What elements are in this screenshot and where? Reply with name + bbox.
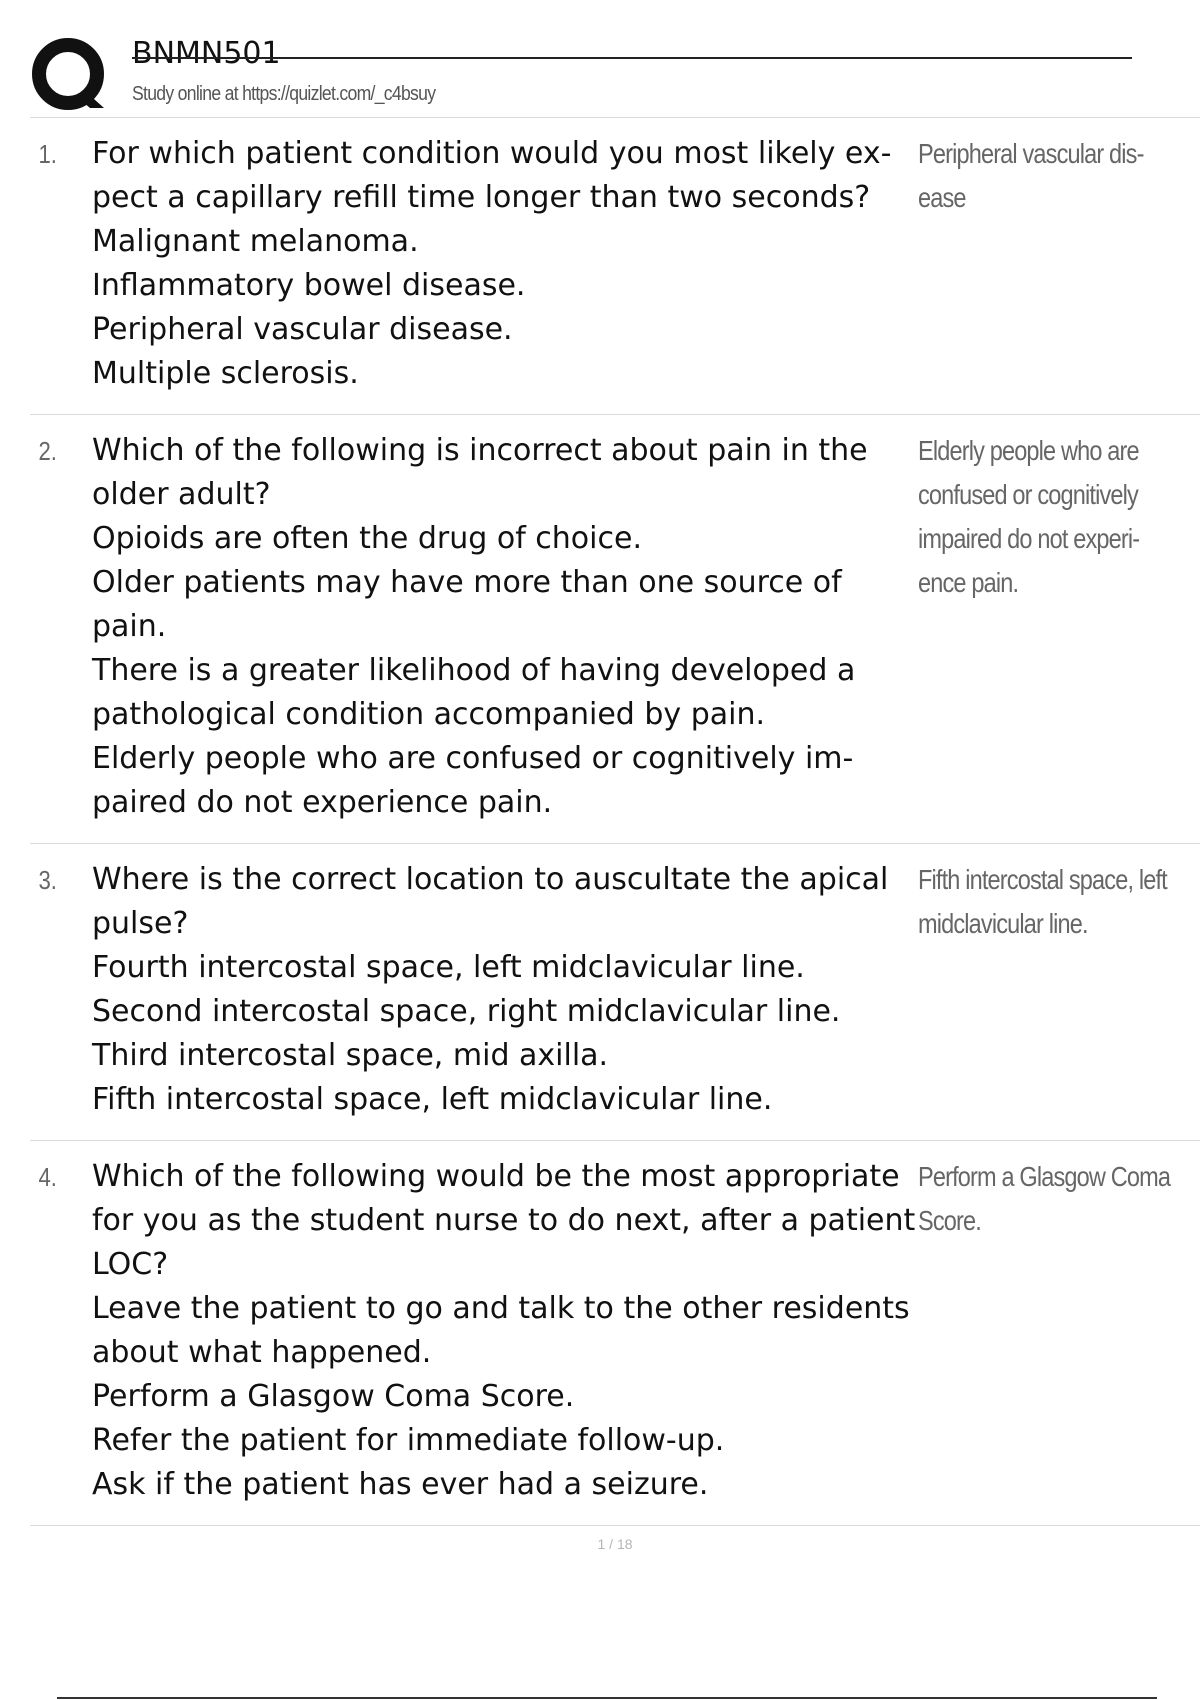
card-definition	[910, 132, 1200, 396]
term-line: Inflammatory bowel disease.	[92, 268, 526, 303]
card-term	[92, 1155, 916, 1507]
term-line: Perform a Glasgow Coma Score.	[92, 1379, 575, 1414]
term-line: Opioids are often the drug of choice.	[92, 521, 642, 556]
term-line: about what happened.	[92, 1335, 432, 1370]
term-line: Where is the correct location to auscultate the apical	[92, 862, 889, 897]
term-line: LOC?	[92, 1247, 169, 1282]
card-definition	[910, 429, 1200, 825]
flashcard-row	[30, 118, 1200, 415]
term-line: Which of the following is incorrect about pain in the	[92, 433, 868, 468]
quizlet-logo-icon	[32, 34, 112, 114]
card-term	[92, 429, 910, 825]
definition-line: Perform a Glasgow Coma	[918, 1161, 1171, 1192]
term-line: pain.	[92, 609, 167, 644]
term-line: paired do not experience pain.	[92, 785, 553, 820]
term-line: Which of the following would be the most appropriate	[92, 1159, 900, 1194]
page-number: 1 / 18	[597, 1536, 633, 1552]
term-line: pathological condition accompanied by pain.	[92, 697, 766, 732]
definition-line: Fifth intercostal space, left	[918, 864, 1167, 895]
term-line: There is a greater likelihood of having developed a	[92, 653, 856, 688]
footer-rule	[57, 1697, 1157, 1699]
term-line: Leave the patient to go and talk to the other residents	[92, 1291, 910, 1326]
study-online-link[interactable]: Study online at https://quizlet.com/_c4bsuy	[132, 83, 436, 105]
card-number: 2.	[38, 436, 57, 466]
set-title: BNMN501	[132, 36, 281, 71]
term-line: Ask if the patient has ever had a seizure.	[92, 1467, 709, 1502]
flashcard-list	[30, 118, 1200, 1526]
term-line: pect a capillary refill time longer than two seconds?	[92, 180, 871, 215]
card-term	[92, 132, 910, 396]
document-header	[0, 0, 1200, 120]
card-term	[92, 858, 910, 1122]
card-number: 1.	[38, 139, 57, 169]
flashcard-row	[30, 1141, 1200, 1526]
term-line: Elderly people who are confused or cognitively im-	[92, 741, 854, 776]
flashcard-row	[30, 415, 1200, 844]
definition-line: Elderly people who are	[918, 435, 1139, 466]
term-line: Multiple sclerosis.	[92, 356, 359, 391]
definition-line: midclavicular line.	[918, 908, 1088, 939]
term-line: Peripheral vascular disease.	[92, 312, 513, 347]
term-line: pulse?	[92, 906, 189, 941]
definition-line: Score.	[918, 1205, 981, 1236]
term-line: Third intercostal space, mid axilla.	[92, 1038, 609, 1073]
definition-line: confused or cognitively	[918, 479, 1138, 510]
title-rule	[132, 57, 1132, 59]
term-line: Fifth intercostal space, left midclavicular line.	[92, 1082, 773, 1117]
term-line: older adult?	[92, 477, 271, 512]
term-line: For which patient condition would you most likely ex-	[92, 136, 892, 171]
definition-line: Peripheral vascular dis-	[918, 138, 1144, 169]
term-line: Older patients may have more than one source of	[92, 565, 842, 600]
definition-line: ease	[918, 182, 966, 213]
term-line: Second intercostal space, right midclavicular line.	[92, 994, 841, 1029]
term-line: Refer the patient for immediate follow-up.	[92, 1423, 725, 1458]
card-definition	[910, 1155, 1200, 1507]
definition-line: ence pain.	[918, 567, 1019, 598]
card-definition	[910, 858, 1200, 1122]
card-number: 3.	[38, 865, 57, 895]
term-line: Malignant melanoma.	[92, 224, 419, 259]
term-line: Fourth intercostal space, left midclavicular line.	[92, 950, 805, 985]
card-number: 4.	[38, 1162, 57, 1192]
definition-line: impaired do not experi-	[918, 523, 1140, 554]
term-line: for you as the student nurse to do next, after a patient	[92, 1203, 916, 1238]
flashcard-row	[30, 844, 1200, 1141]
